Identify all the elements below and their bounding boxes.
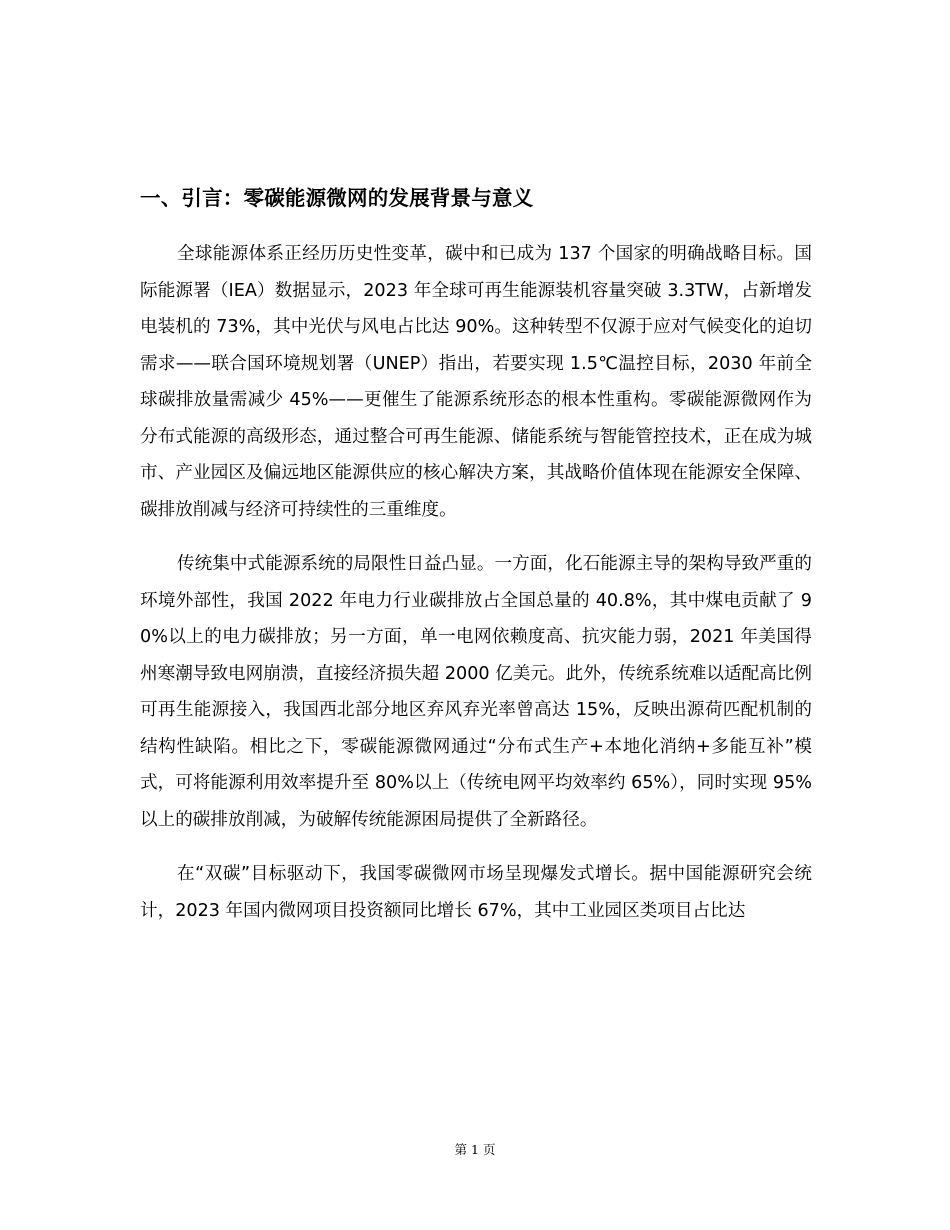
paragraph-2: 传统集中式能源系统的局限性日益凸显。一方面，化石能源主导的架构导致严重的环境外部性，我国 2022 年电力行业碳排放占全国总量的 40.8%，其中煤电贡献了 90%以上的电力碳排放；另一方面，单一电网依赖度高、抗灾能力弱，2021 年美国得州寒潮导致电网崩溃，直接经济损失超 2000 亿美元。此外，传统系统难以适配高比例可再生能源接入，我国西北部分地区弃风弃光率曾高达 15%，反映出源荷匹配机制的结构性缺陷。相比之下，零碳能源微网通过“分布式生产+本地化消纳+多能互补”模式，可将能源利用效率提升至 80%以上（传统电网平均效率约 65%），同时实现 95%以上的碳排放削减，为破解传统能源困局提供了全新路径。 (140, 554, 812, 830)
section-heading: 一、引言：零碳能源微网的发展背景与意义 (140, 186, 534, 210)
page-number: 第 1 页 (454, 1142, 496, 1157)
paragraph-3: 在“双碳”目标驱动下，我国零碳微网市场呈现爆发式增长。据中国能源研究会统计，2023 年国内微网项目投资额同比增长 67%，其中工业园区类项目占比达 (140, 864, 812, 921)
page-content (140, 180, 812, 947)
paragraph-1: 全球能源体系正经历历史性变革，碳中和已成为 137 个国家的明确战略目标。国际能源署（IEA）数据显示，2023 年全球可再生能源装机容量突破 3.3TW，占新增发电装机的 73%，其中光伏与风电占比达 90%。这种转型不仅源于应对气候变化的迫切需求——联合国环境规划署（UNEP）指出，若要实现 1.5℃温控目标，2030 年前全球碳排放量需减少 45%——更催生了能源系统形态的根本性重构。零碳能源微网作为分布式能源的高级形态，通过整合可再生能源、储能系统与智能管控技术，正在成为城市、产业园区及偏远地区能源供应的核心解决方案，其战略价值体现在能源安全保障、碳排放削减与经济可持续性的三重维度。 (140, 244, 812, 520)
